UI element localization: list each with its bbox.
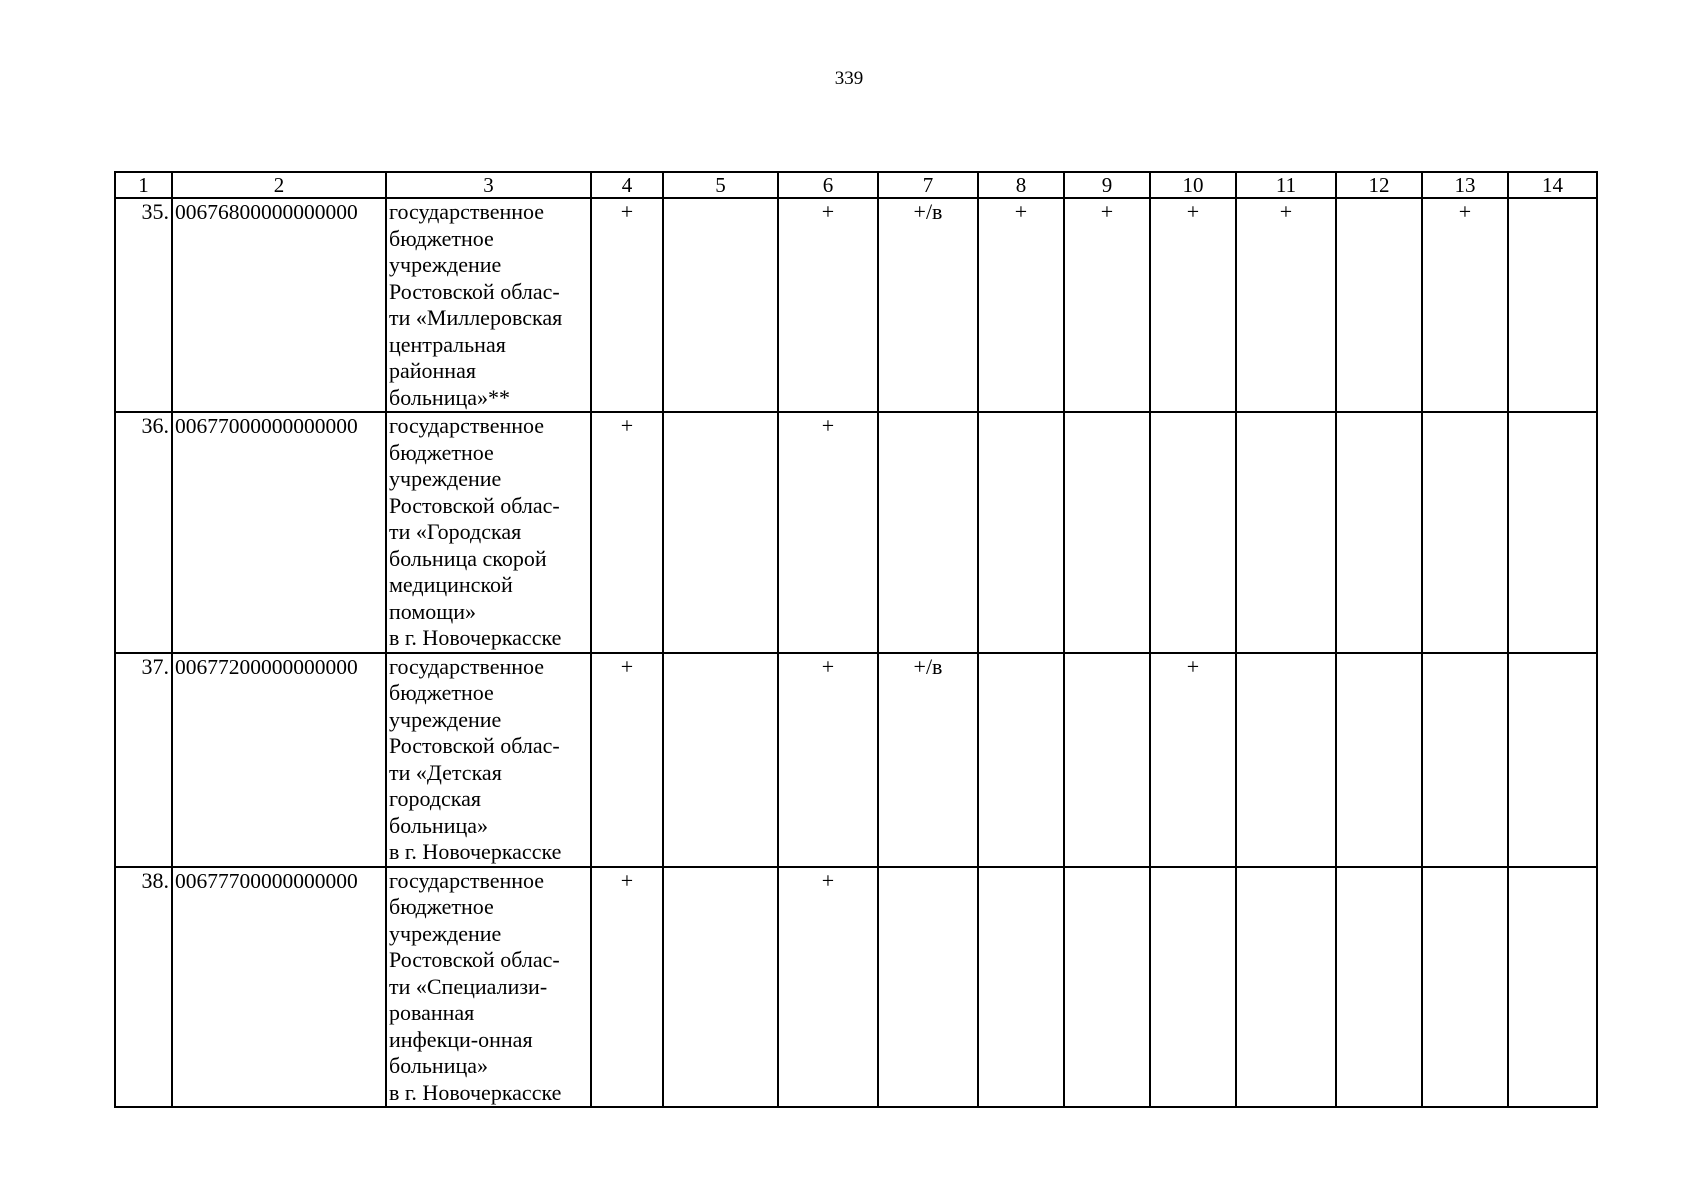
mark-cell: + xyxy=(778,867,878,1108)
mark-cell xyxy=(1336,653,1422,867)
organization-name-line: Ростовской облас- xyxy=(389,947,560,972)
mark-cell xyxy=(1508,867,1597,1108)
mark-cell: + xyxy=(778,198,878,412)
mark-cell xyxy=(1064,653,1150,867)
table-row xyxy=(115,867,1597,1108)
organization-name-line: рованная xyxy=(389,1000,475,1025)
organization-name-line: больница»** xyxy=(389,384,510,410)
header-cell: 8 xyxy=(978,172,1064,198)
organization-name-line: ти «Городская xyxy=(389,519,522,544)
organization-name-line: в г. Новочеркасске xyxy=(389,839,562,864)
table-row xyxy=(115,198,1597,412)
organization-name-line: учреждение xyxy=(389,706,502,732)
mark-cell xyxy=(1508,198,1597,412)
organization-name-line: учреждение xyxy=(389,466,502,491)
organization-name xyxy=(386,412,591,653)
mark-cell xyxy=(1150,412,1236,653)
registry-code: 00677700000000000 xyxy=(172,867,386,1108)
organization-name-line: в г. Новочеркасске xyxy=(389,625,562,650)
mark-cell xyxy=(1508,653,1597,867)
mark-cell: + xyxy=(1236,198,1336,412)
mark-cell xyxy=(1064,412,1150,653)
mark-cell: + xyxy=(591,412,663,653)
row-number: 35. xyxy=(115,198,172,412)
organization-name-line: учреждение xyxy=(389,920,502,946)
table-row xyxy=(115,412,1597,653)
header-cell: 9 xyxy=(1064,172,1150,198)
organization-name-line: бюджетное xyxy=(389,439,494,465)
mark-cell: + xyxy=(1422,198,1508,412)
header-cell: 3 xyxy=(386,172,591,198)
header-cell: 7 xyxy=(878,172,978,198)
mark-cell xyxy=(978,867,1064,1108)
row-number: 37. xyxy=(115,653,172,867)
registry-code: 00677200000000000 xyxy=(172,653,386,867)
organization-name-line: ти «Миллеровская xyxy=(389,305,563,330)
organization-name-line: медицинской xyxy=(389,572,513,597)
mark-cell: +/в xyxy=(878,653,978,867)
page-number: 339 xyxy=(834,68,864,89)
header-cell: 14 xyxy=(1508,172,1597,198)
organization-name xyxy=(386,198,591,412)
organization-name-line: районная xyxy=(389,358,476,383)
mark-cell: + xyxy=(978,198,1064,412)
organization-name-line: бюджетное xyxy=(389,894,494,919)
organization-name-line: государственное xyxy=(389,413,545,438)
mark-cell xyxy=(1508,412,1597,653)
mark-cell xyxy=(663,653,778,867)
mark-cell xyxy=(878,867,978,1108)
organization-name-line: бюджетное xyxy=(389,225,494,251)
organization-name xyxy=(386,867,591,1108)
header-cell: 12 xyxy=(1336,172,1422,198)
row-number: 38. xyxy=(115,867,172,1108)
header-cell: 13 xyxy=(1422,172,1508,198)
mark-cell: + xyxy=(778,412,878,653)
organization-name-line: бюджетное xyxy=(389,680,494,705)
registry-code: 00677000000000000 xyxy=(172,412,386,653)
header-cell: 10 xyxy=(1150,172,1236,198)
mark-cell xyxy=(663,867,778,1108)
mark-cell: + xyxy=(1064,198,1150,412)
organization-name-line: помощи» xyxy=(389,598,476,624)
mark-cell: + xyxy=(591,198,663,412)
organization-name xyxy=(386,653,591,867)
mark-cell xyxy=(1236,412,1336,653)
organization-name-line: государственное xyxy=(389,867,545,893)
table-row xyxy=(115,653,1597,867)
header-row xyxy=(115,172,1597,198)
organization-name-line: инфекци-онная xyxy=(389,1026,533,1052)
mark-cell xyxy=(663,412,778,653)
organization-name-line: государственное xyxy=(389,653,545,679)
mark-cell xyxy=(1336,867,1422,1108)
register-table xyxy=(114,171,1598,1108)
mark-cell xyxy=(1422,653,1508,867)
header-cell: 2 xyxy=(172,172,386,198)
row-number: 36. xyxy=(115,412,172,653)
mark-cell xyxy=(1150,867,1236,1108)
header-cell: 5 xyxy=(663,172,778,198)
mark-cell xyxy=(1236,867,1336,1108)
mark-cell xyxy=(1422,867,1508,1108)
organization-name-line: государственное xyxy=(389,199,545,224)
organization-name-line: Ростовской облас- xyxy=(389,492,560,518)
mark-cell xyxy=(1236,653,1336,867)
registry-code: 00676800000000000 xyxy=(172,198,386,412)
mark-cell: + xyxy=(591,653,663,867)
organization-name-line: Ростовской облас- xyxy=(389,733,560,758)
mark-cell: + xyxy=(1150,198,1236,412)
mark-cell xyxy=(878,412,978,653)
mark-cell xyxy=(1064,867,1150,1108)
mark-cell xyxy=(663,198,778,412)
organization-name-line: ти «Детская xyxy=(389,759,502,785)
mark-cell xyxy=(978,653,1064,867)
header-cell: 1 xyxy=(115,172,172,198)
organization-name-line: больница» xyxy=(389,812,488,838)
organization-name-line: ти «Специализи- xyxy=(389,973,548,999)
organization-name-line: больница» xyxy=(389,1053,488,1078)
organization-name-line: городская xyxy=(389,786,482,811)
organization-name-line: больница скорой xyxy=(389,545,547,571)
mark-cell xyxy=(1336,198,1422,412)
organization-name-line: учреждение xyxy=(389,252,502,277)
header-cell: 11 xyxy=(1236,172,1336,198)
mark-cell: + xyxy=(591,867,663,1108)
organization-name-line: Ростовской облас- xyxy=(389,278,560,304)
organization-name-line: в г. Новочеркасске xyxy=(389,1079,562,1105)
mark-cell: +/в xyxy=(878,198,978,412)
organization-name-line: центральная xyxy=(389,331,506,357)
mark-cell xyxy=(978,412,1064,653)
header-cell: 4 xyxy=(591,172,663,198)
mark-cell xyxy=(1336,412,1422,653)
mark-cell: + xyxy=(778,653,878,867)
header-cell: 6 xyxy=(778,172,878,198)
mark-cell: + xyxy=(1150,653,1236,867)
mark-cell xyxy=(1422,412,1508,653)
